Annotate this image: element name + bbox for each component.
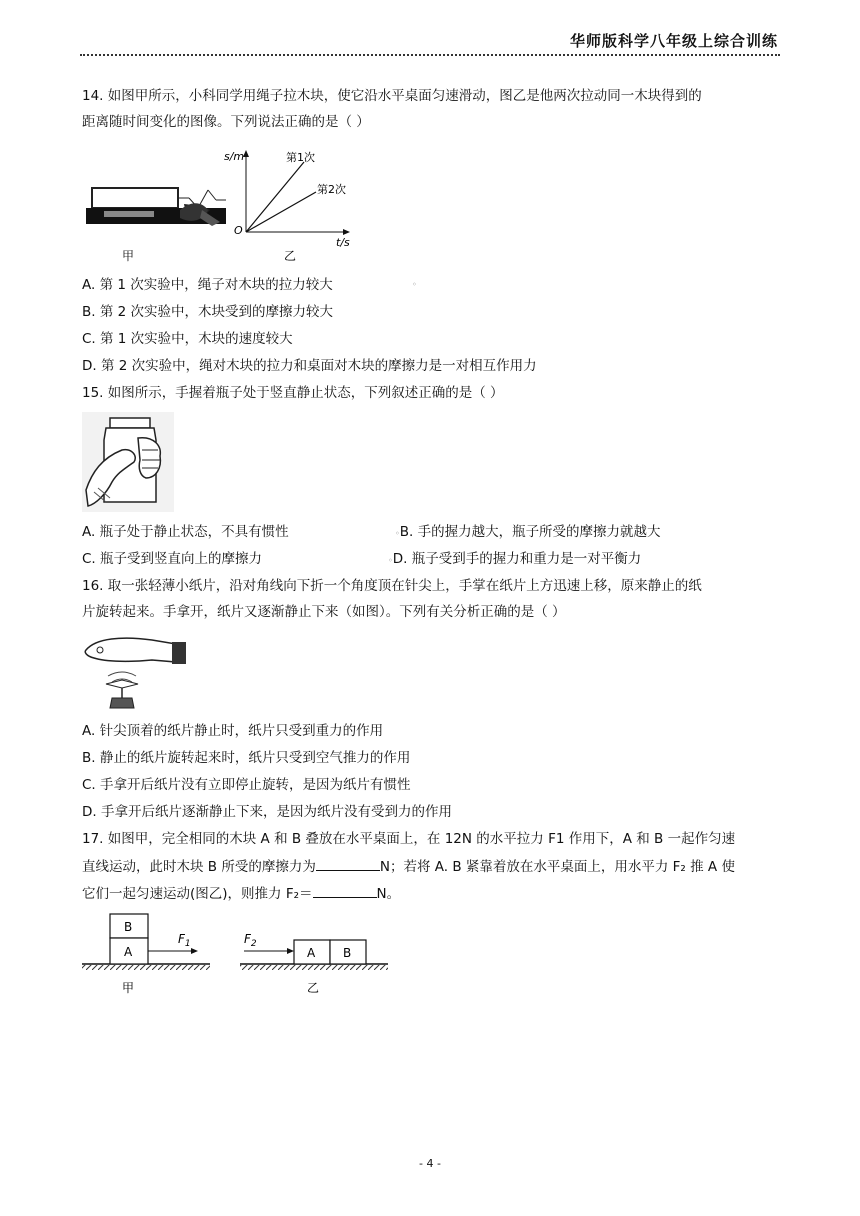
q17-stem-line1: 17. 如图甲，完全相同的木块 A 和 B 叠放在水平桌面上，在 12N 的水平拉力 F1 作用下，A 和 B 一起作匀速: [82, 831, 736, 847]
option-marker: ◦: [388, 556, 393, 565]
q14-stem-line1: 14. 如图甲所示，小科同学用绳子拉木块，使它沿水平桌面匀速滑动，图乙是他两次拉动同一木块得到的: [82, 88, 702, 104]
q14-series1-label: 第1次: [286, 151, 315, 164]
q17-figure: [80, 910, 392, 998]
q17-yi-label-a: A: [307, 946, 316, 960]
q14-origin: O: [234, 224, 243, 237]
header-divider: [80, 54, 780, 56]
q16-stem-line2: 片旋转起来。手拿开，纸片又逐渐静止下来（如图）。下列有关分析正确的是（ ）: [82, 604, 566, 620]
q17-yi-label-b: B: [343, 946, 352, 960]
q14-option-a: A. 第 1 次实验中，绳子对木块的拉力较大: [82, 277, 333, 293]
q16-stem-line1: 16. 取一张轻薄小纸片，沿对角线向下折一个角度顶在针尖上，手掌在纸片上方迅速上移，原来静止的纸: [82, 578, 702, 594]
q14-figure-jia: [86, 188, 226, 263]
q17-jia-label-a: A: [124, 945, 133, 959]
q14-option-b: B. 第 2 次实验中，木块受到的摩擦力较大: [82, 304, 334, 320]
q17-figure-yi: [240, 932, 388, 995]
q17-figure-jia: [82, 914, 210, 995]
q14-label-yi: 乙: [284, 249, 297, 263]
q17-answer-blank-2[interactable]: [313, 883, 377, 898]
q14-stem-line2: 距离随时间变化的图像。下列说法正确的是（ ）: [82, 114, 370, 130]
q15-option-b: ◦B. 手的握力越大，瓶子所受的摩擦力就越大: [395, 524, 661, 540]
q15-stem: 15. 如图所示，手握着瓶子处于竖直静止状态，下列叙述正确的是（ ）: [82, 385, 504, 401]
q17-label-yi: 乙: [307, 981, 320, 995]
q14-graph-yi: [224, 150, 350, 263]
q16-option-c: C. 手拿开后纸片没有立即停止旋转，是因为纸片有惯性: [82, 777, 411, 793]
q16-option-a: A. 针尖顶着的纸片静止时，纸片只受到重力的作用: [82, 723, 384, 739]
q14-label-jia: 甲: [122, 249, 135, 263]
header-title: 华师版科学八年级上综合训练: [569, 32, 778, 50]
q17-line2-part1: 直线运动，此时木块 B 所受的摩擦力为: [82, 859, 316, 875]
q17-force2-label: $F_2$: [244, 932, 257, 949]
q17-line2-part2: N；若将 A. B 紧靠着放在水平桌面上，用水平力 F₂ 推 A 使: [379, 859, 735, 875]
q17-line3-part1: 它们一起匀速运动(图乙)，则推力 F₂＝: [82, 886, 313, 902]
q17-answer-blank-1[interactable]: [316, 856, 380, 871]
q14-xlabel: t/s: [336, 236, 350, 249]
q14-line-trial2: [246, 192, 316, 232]
q15-figure-hand-bottle: [82, 412, 174, 512]
page-number: - 4 -: [419, 1157, 441, 1170]
q16-option-b: B. 静止的纸片旋转起来时，纸片只受到空气推力的作用: [82, 750, 411, 766]
q14-series2-label: 第2次: [317, 183, 346, 196]
q17-stem-line3: [82, 883, 400, 904]
q14-line-trial1: [246, 162, 304, 232]
q17-stem-line2: [82, 856, 735, 877]
q14-figure: [84, 148, 364, 264]
q14-option-c: C. 第 1 次实验中，木块的速度较大: [82, 331, 293, 347]
q15-option-a: A. 瓶子处于静止状态，不具有惯性: [82, 524, 289, 540]
q16-figure-hand-paper: [82, 632, 192, 712]
q17-line3-part2: N。: [376, 886, 401, 902]
option-marker: ◦: [395, 529, 400, 538]
q14-option-d: D. 第 2 次实验中，绳对木块的拉力和桌面对木块的摩擦力是一对相互作用力: [82, 358, 537, 374]
stray-dot: ◦: [412, 280, 417, 289]
q17-label-jia: 甲: [122, 981, 135, 995]
q17-force1-label: $F_1$: [178, 932, 191, 949]
q16-option-d: D. 手拿开后纸片逐渐静止下来，是因为纸片没有受到力的作用: [82, 804, 452, 820]
q15-option-c: C. 瓶子受到竖直向上的摩擦力: [82, 551, 263, 567]
q15-option-d: ◦D. 瓶子受到手的握力和重力是一对平衡力: [388, 551, 642, 567]
q17-jia-label-b: B: [124, 920, 133, 934]
q14-ylabel: s/m: [224, 150, 245, 163]
